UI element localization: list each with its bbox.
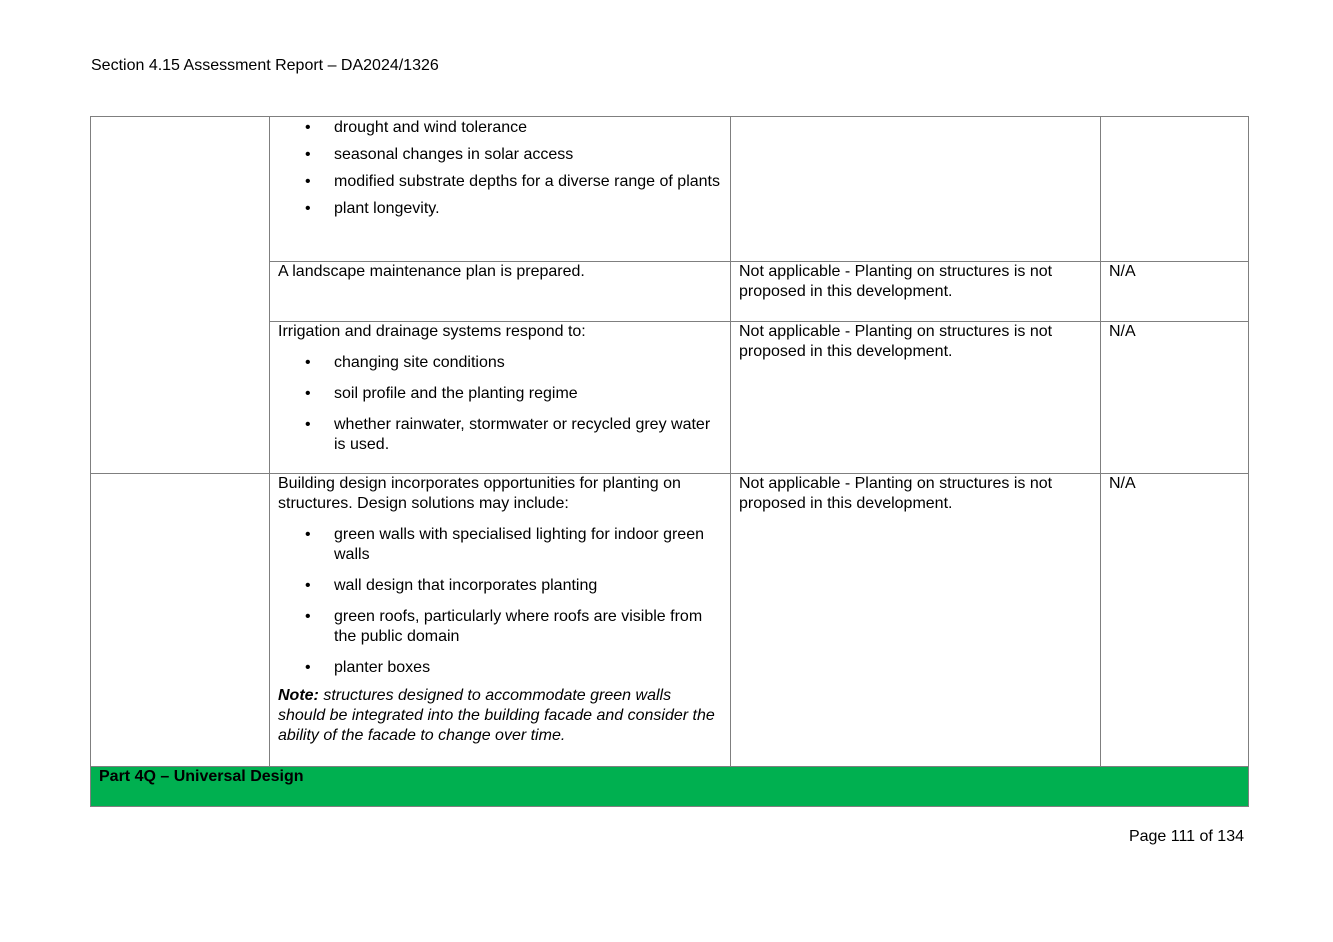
compliance-text: N/A xyxy=(1109,323,1136,340)
control-cell xyxy=(270,474,731,767)
page-header-title: Section 4.15 Assessment Report – DA2024/1326 xyxy=(91,57,439,74)
comment-text: Not applicable - Planting on structures is not proposed in this development. xyxy=(739,323,1053,360)
control-cell xyxy=(270,322,731,474)
bullet-list xyxy=(278,118,722,219)
compliance-text: N/A xyxy=(1109,475,1136,492)
list-item: • changing site conditions xyxy=(278,353,722,373)
objective-cell xyxy=(91,474,270,767)
section-heading: Part 4Q – Universal Design xyxy=(91,767,1249,807)
objective-cell xyxy=(91,117,270,474)
comment-cell xyxy=(731,117,1101,262)
compliance-cell xyxy=(1101,474,1249,767)
note-label: Note: xyxy=(278,687,319,704)
list-item: • modified substrate depths for a diverse range of plants xyxy=(278,172,722,192)
bullet-list xyxy=(278,525,722,678)
list-item: • seasonal changes in solar access xyxy=(278,145,722,165)
control-cell xyxy=(270,117,731,262)
compliance-cell xyxy=(1101,117,1249,262)
page-number: Page 111 of 134 xyxy=(1128,828,1244,845)
list-item: • green roofs, particularly where roofs are visible from the public domain xyxy=(278,607,722,647)
control-text: Irrigation and drainage systems respond to: xyxy=(278,323,586,340)
comment-cell xyxy=(731,474,1101,767)
list-item: • drought and wind tolerance xyxy=(278,118,722,138)
control-text: Building design incorporates opportunities for planting on structures. Design solutions may include: xyxy=(278,475,681,512)
list-item: • green walls with specialised lighting for indoor green walls xyxy=(278,525,722,565)
section-heading-row xyxy=(91,767,1249,807)
list-item: • whether rainwater, stormwater or recycled grey water is used. xyxy=(278,415,722,455)
control-cell xyxy=(270,262,731,322)
comment-cell xyxy=(731,262,1101,322)
comment-text: Not applicable - Planting on structures is not proposed in this development. xyxy=(739,263,1053,300)
table-row xyxy=(91,474,1249,767)
compliance-cell xyxy=(1101,262,1249,322)
comment-text: Not applicable - Planting on structures is not proposed in this development. xyxy=(739,475,1053,512)
note-body: structures designed to accommodate green walls should be integrated into the building facade and consider the ability of the facade to change over time. xyxy=(278,687,715,744)
list-item: • planter boxes xyxy=(278,658,722,678)
list-item: • wall design that incorporates planting xyxy=(278,576,722,596)
comment-cell xyxy=(731,322,1101,474)
assessment-table xyxy=(90,116,1249,807)
list-item: • soil profile and the planting regime xyxy=(278,384,722,404)
compliance-cell xyxy=(1101,322,1249,474)
bullet-list xyxy=(278,353,722,455)
table-row xyxy=(91,117,1249,262)
control-text: A landscape maintenance plan is prepared. xyxy=(278,263,585,280)
compliance-text: N/A xyxy=(1109,263,1136,280)
note-text xyxy=(278,686,722,746)
list-item: • plant longevity. xyxy=(278,199,722,219)
